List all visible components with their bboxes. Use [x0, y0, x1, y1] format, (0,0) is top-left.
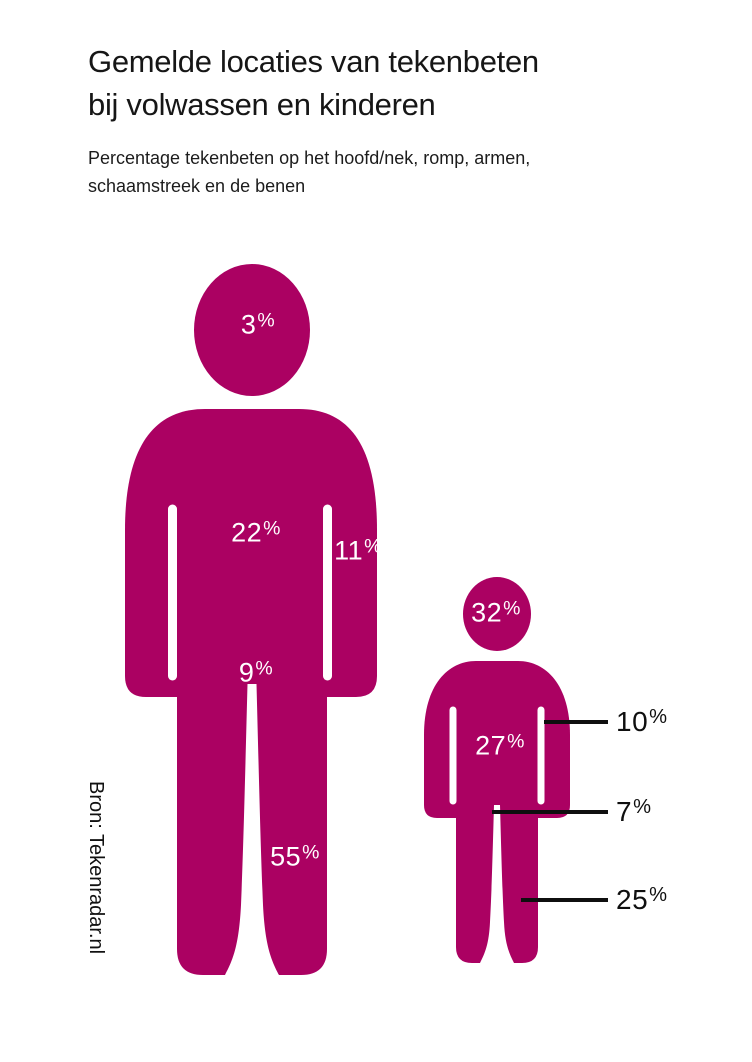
- child-groin-callout-label: [616, 796, 652, 828]
- child-legs-callout-label: [616, 884, 668, 916]
- adult-head-value: 3: [240, 309, 257, 340]
- page-title-line-2: bij volwassen en kinderen: [88, 87, 436, 122]
- child-figure: [424, 577, 570, 971]
- adult-head-label: [241, 310, 275, 341]
- percent-sign: %: [649, 884, 668, 907]
- child-arm-value: 10: [616, 706, 649, 737]
- child-head-value: 32: [471, 597, 503, 628]
- percent-sign: %: [364, 535, 382, 558]
- percent-sign: %: [263, 517, 281, 540]
- child-torso-label: [475, 731, 525, 762]
- child-legs-value: 25: [616, 884, 649, 915]
- percent-sign: %: [507, 730, 525, 753]
- adult-groin-label: [239, 658, 273, 689]
- adult-arm-label: [334, 536, 382, 567]
- percent-sign: %: [503, 597, 521, 620]
- child-arm-callout-label: [616, 706, 668, 738]
- adult-torso-label: [231, 518, 281, 549]
- child-groin-value: 7: [616, 796, 633, 827]
- adult-legs-value: 55: [270, 841, 302, 872]
- child-head-label: [471, 598, 521, 629]
- child-torso-value: 27: [475, 730, 507, 761]
- adult-figure: [125, 264, 377, 984]
- adult-groin-value: 9: [238, 657, 255, 688]
- adult-torso-value: 22: [231, 517, 263, 548]
- subtitle-line-1: Percentage tekenbeten op het hoofd/nek, romp, armen,: [88, 148, 531, 168]
- percent-sign: %: [255, 657, 274, 680]
- percent-sign: %: [257, 309, 276, 332]
- subtitle-line-2: schaamstreek en de benen: [88, 176, 306, 196]
- source-credit: Bron: Tekenradar.nl: [85, 781, 107, 955]
- adult-arm-value: 11: [334, 535, 364, 566]
- percent-sign: %: [649, 706, 668, 729]
- page-title-line-1: Gemelde locaties van tekenbeten: [88, 44, 539, 79]
- adult-legs-label: [270, 842, 320, 873]
- percent-sign: %: [302, 841, 320, 864]
- percent-sign: %: [633, 796, 652, 819]
